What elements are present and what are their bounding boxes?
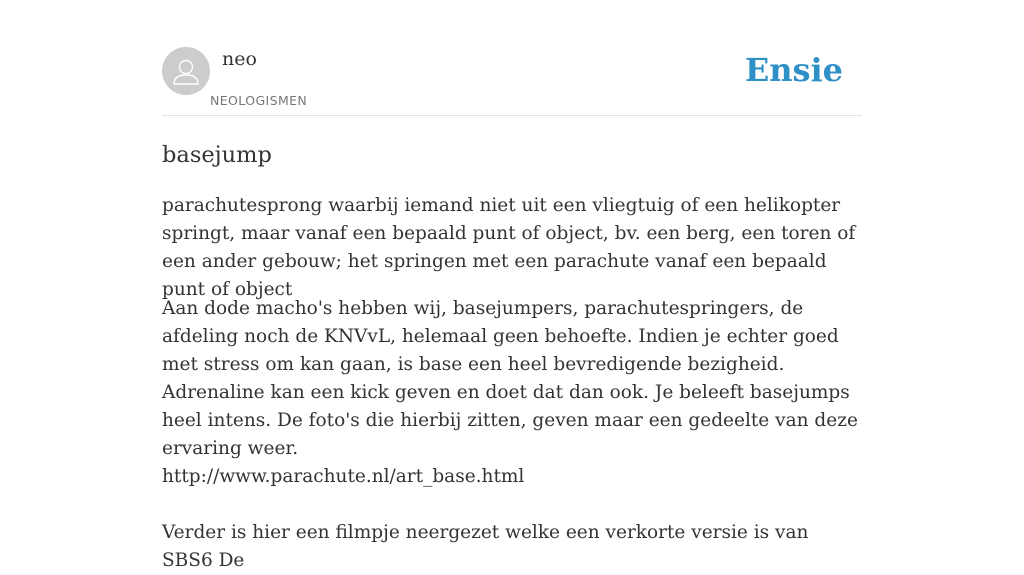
author-link[interactable]: neo: [222, 48, 257, 70]
brand-logo[interactable]: Ensie: [744, 51, 843, 89]
paragraph-gap: [162, 491, 862, 519]
entry-title: basejump: [162, 142, 272, 168]
entry-header: [162, 0, 862, 116]
example-text: Aan dode macho's hebben wij, basejumpers, parachutespringers, de afdeling noch de KNVvL, helemaal geen behoefte. Indien je echter goed met stress om kan gaan, is base een heel bevredigende bezigheid. Adrenaline kan een kick geven en doet dat dan ook. Je beleeft basejumps heel intens. De foto's die hierbij zitten, geven maar een gedeelte van deze ervaring weer.: [162, 298, 858, 459]
collection-label[interactable]: NEOLOGISMEN: [210, 93, 308, 108]
avatar[interactable]: [162, 47, 210, 95]
example-more-text: Verder is hier een filmpje neergezet welke een verkorte versie is van SBS6 De: [162, 522, 809, 571]
example-link[interactable]: http://www.parachute.nl/art_base.html: [162, 466, 525, 487]
entry-page: [162, 0, 862, 571]
entry-example: [162, 295, 862, 575]
entry-definition: parachutesprong waarbij iemand niet uit een vliegtuig of een helikopter springt, maar vanaf een bepaald punt of object, bv. een berg, een toren of een ander gebouw; het springen met een parachute vanaf een bepaald punt of object: [162, 195, 856, 300]
user-silhouette-icon: [162, 47, 210, 95]
